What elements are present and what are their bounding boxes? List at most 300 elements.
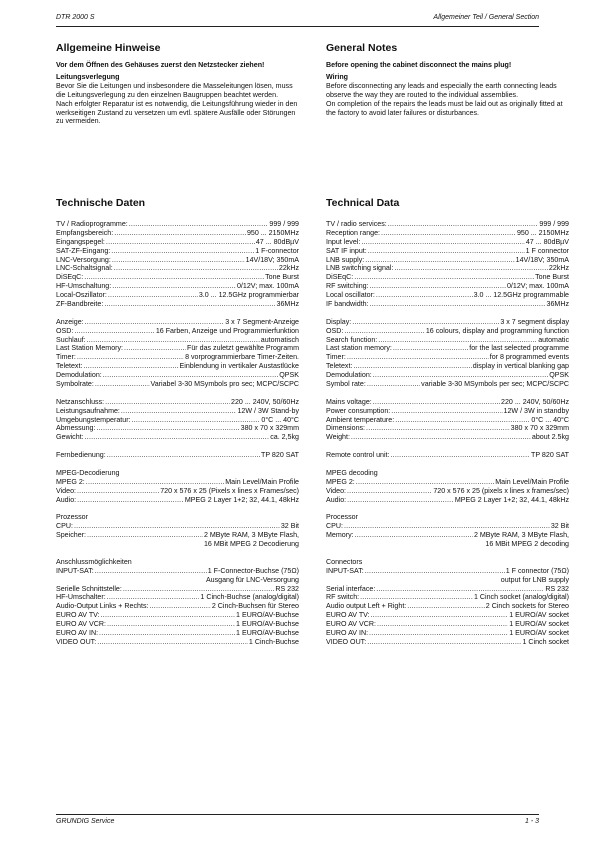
spec-value: 22kHz	[548, 264, 569, 273]
spec-value: 1 EURO/AV-Buchse	[236, 628, 299, 637]
spec-label: Weight:	[326, 433, 350, 442]
spec-label: Audio-Output Links + Rechts:	[56, 602, 149, 611]
spec-value: 14V/18V; 350mA	[245, 255, 299, 264]
spec-group-gap	[56, 460, 299, 469]
spec-label: Local oscillator:	[326, 291, 375, 300]
spec-label: SAT-ZF-Eingang:	[56, 246, 111, 255]
spec-value: 720 x 576 x 25 (pixels x lines x frames/sec)	[433, 486, 569, 495]
spec-value: 2 MByte RAM, 3 MByte Flash,	[203, 531, 299, 540]
spec-row	[56, 344, 299, 353]
dot-leader	[107, 593, 200, 602]
spec-row	[326, 478, 569, 487]
dot-leader	[344, 522, 550, 531]
spec-label: Mains voltage:	[326, 397, 372, 406]
spec-group-gap	[326, 389, 569, 398]
spec-value: RS 232	[275, 584, 299, 593]
spec-row	[326, 380, 569, 389]
spec-row	[56, 407, 299, 416]
spec-row	[326, 229, 569, 238]
spec-row	[56, 611, 299, 620]
spec-value: 16 colours, display and programming function	[425, 326, 569, 335]
spec-row	[56, 362, 299, 371]
dot-leader	[367, 380, 420, 389]
spec-row	[326, 273, 569, 282]
spec-value: 1 Cinch socket (analog/digital)	[473, 593, 569, 602]
spec-row	[56, 451, 299, 460]
spec-value: 1 EURO/AV socket	[509, 628, 569, 637]
dot-leader	[360, 593, 473, 602]
spec-value: 3 x 7 segment display	[500, 317, 569, 326]
dot-leader	[83, 362, 178, 371]
dot-leader	[371, 611, 509, 620]
spec-row	[56, 327, 299, 336]
spec-value: 3.0 ... 12.5GHz programmierbar	[198, 291, 299, 300]
spec-label: IF bandwidth:	[326, 300, 369, 309]
dot-leader	[107, 451, 260, 460]
spec-label: RF switching:	[326, 282, 369, 291]
spec-value: Für das zuletzt gewählte Programm	[187, 344, 299, 353]
spec-value: 0°C ... 40°C	[261, 415, 299, 424]
spec-value: 1 Cinch-Buchse (analog/digital)	[200, 593, 299, 602]
spec-row	[56, 496, 299, 505]
spec-label: Leistungsaufnahme:	[56, 406, 120, 415]
spec-label: Empfangsbereich:	[56, 228, 114, 237]
spec-row	[56, 318, 299, 327]
spec-value: 1 EURO/AV-Buchse	[236, 611, 299, 620]
spec-row	[326, 451, 569, 460]
dot-leader	[111, 247, 254, 256]
spec-value: Main Level/Main Profile	[225, 477, 299, 486]
spec-label: EURO AV TV:	[56, 611, 100, 620]
dot-leader	[85, 433, 270, 442]
spec-value: automatic	[538, 335, 569, 344]
spec-group-gap	[326, 505, 569, 514]
spec-value: 720 x 576 x 25 (Pixels x lines x Frames/sec)	[160, 486, 299, 495]
dot-leader	[103, 371, 279, 380]
spec-row	[56, 567, 299, 576]
spec-label: Netzanschluss:	[56, 397, 105, 406]
spec-value: 16 Farben, Anzeige und Programmierfunktion	[155, 326, 299, 335]
spec-group-gap	[326, 309, 569, 318]
spec-row	[326, 291, 569, 300]
en-wiring-heading: Wiring	[326, 72, 349, 81]
spec-row	[326, 264, 569, 273]
spec-label: Last Station Memory:	[56, 344, 124, 353]
spec-row	[326, 487, 569, 496]
spec-label: Local-Oszillator:	[56, 291, 107, 300]
dot-leader	[390, 451, 530, 460]
spec-value: MPEG 2 Layer 1+2; 32, 44.1, 48kHz	[184, 495, 299, 504]
dot-leader	[394, 264, 547, 273]
spec-row	[56, 585, 299, 594]
spec-value: 16 MBit MPEG 2 Decodierung	[203, 540, 299, 549]
spec-label: Eingangspegel:	[56, 237, 105, 246]
spec-label: DiSEqC:	[326, 273, 354, 282]
spec-value: 380 x 70 x 329mm	[240, 424, 299, 433]
spec-label: MPEG 2:	[56, 477, 85, 486]
dot-leader	[376, 585, 544, 594]
spec-label: LNB switching signal:	[326, 264, 394, 273]
spec-row	[326, 638, 569, 647]
dot-leader	[74, 522, 280, 531]
spec-value: 0°C ... 40°C	[531, 415, 569, 424]
spec-row	[326, 256, 569, 265]
spec-value: Main Level/Main Profile	[495, 477, 569, 486]
spec-label: Ambient temperature:	[326, 415, 395, 424]
spec-value: 1 EURO/AV-Buchse	[236, 620, 299, 629]
spec-label: Video:	[56, 486, 76, 495]
spec-row	[56, 238, 299, 247]
spec-label: HF-Umschalter:	[56, 593, 106, 602]
footer-brand: GRUNDIG Service	[56, 818, 115, 825]
spec-row	[56, 380, 299, 389]
spec-label: Teletext:	[326, 362, 353, 371]
dot-leader	[378, 336, 537, 345]
spec-value: 0/12V; max. 100mA	[236, 282, 299, 291]
spec-value: about 2.5kg	[531, 433, 569, 442]
dot-leader	[84, 273, 264, 282]
spec-row	[56, 264, 299, 273]
header-section: Allgemeiner Teil / General Section	[433, 14, 539, 21]
spec-label: Serial interface:	[326, 584, 376, 593]
spec-row	[326, 576, 569, 585]
dot-leader	[85, 318, 225, 327]
dot-leader	[347, 496, 454, 505]
spec-value: Tone Burst	[265, 273, 299, 282]
spec-label: LNC-Schaltsignal:	[56, 264, 113, 273]
spec-value: 47 ... 80dBµV	[525, 237, 569, 246]
spec-value: 8 vorprogrammierbare Timer-Zeiten.	[185, 353, 299, 362]
dot-leader	[347, 353, 489, 362]
spec-row	[326, 496, 569, 505]
spec-label: Suchlauf:	[56, 335, 86, 344]
spec-value: 220 ... 240V, 50/60Hz	[501, 397, 569, 406]
spec-group-gap	[56, 442, 299, 451]
spec-value: 0/12V; max. 100mA	[506, 282, 569, 291]
dot-leader	[108, 291, 198, 300]
spec-row	[56, 220, 299, 229]
spec-label: Anzeige:	[56, 317, 84, 326]
spec-value: Einblendung in vertikaler Austastlücke	[179, 362, 299, 371]
spec-value: TP 820 SAT	[261, 451, 299, 460]
spec-value: 220 ... 240V, 50/60Hz	[231, 397, 299, 406]
spec-label: CPU:	[326, 522, 343, 531]
spec-row	[326, 629, 569, 638]
spec-label: ZF-Bandbreite:	[56, 300, 104, 309]
spec-value: variable 3-30 MSymbols per sec; MCPC/SCPC	[421, 380, 569, 389]
spec-value: 32 Bit	[550, 522, 569, 531]
dot-leader	[344, 327, 425, 336]
spec-value: MPEG 2 Layer 1+2; 32, 44.1, 48kHz	[454, 495, 569, 504]
spec-section-heading: MPEG decoding	[326, 468, 378, 477]
dot-leader	[104, 300, 275, 309]
dot-leader	[381, 229, 516, 238]
spec-row	[326, 540, 569, 549]
dot-leader	[391, 407, 502, 416]
dot-leader	[132, 416, 261, 425]
spec-row	[56, 300, 299, 309]
page-number: 1 - 3	[524, 818, 539, 825]
spec-row	[56, 273, 299, 282]
dot-leader	[114, 264, 278, 273]
spec-value: for 8 programmed events	[489, 353, 569, 362]
spec-value: 999 / 999	[539, 220, 569, 228]
spec-label: Serielle Schnittstelle:	[56, 584, 122, 593]
spec-group-gap	[56, 389, 299, 398]
spec-row	[326, 371, 569, 380]
en-wiring-text-1: Before disconnecting any leads and especially the earth connecting leads observe the way they are routed to the individual assemblies.	[326, 81, 557, 99]
spec-value: 36MHz	[276, 300, 299, 309]
spec-value: 12W / 3W Stand-by	[237, 406, 299, 415]
spec-value: 2 Cinch-Buchsen für Stereo	[211, 602, 299, 611]
dot-leader	[74, 327, 155, 336]
spec-label: Gewicht:	[56, 433, 84, 442]
dot-leader	[376, 291, 473, 300]
dot-leader	[368, 247, 525, 256]
dot-leader	[129, 220, 269, 229]
spec-label: RF switch:	[326, 593, 360, 602]
spec-section-heading: Processor	[326, 513, 358, 522]
dot-leader	[149, 602, 210, 611]
dot-leader	[123, 585, 274, 594]
footer-rule	[56, 814, 539, 815]
spec-label: Speicher:	[56, 531, 86, 540]
en-notes-warning: Before opening the cabinet disconnect the mains plug!	[326, 61, 512, 69]
spec-value: 1 EURO/AV socket	[509, 611, 569, 620]
spec-row	[326, 531, 569, 540]
spec-label: VIDEO OUT:	[326, 637, 367, 646]
spec-value: 14V/18V; 350mA	[515, 255, 569, 264]
dot-leader	[367, 638, 521, 647]
dot-leader	[373, 398, 500, 407]
spec-value: 950 ... 2150MHz	[516, 228, 569, 237]
spec-label: OSD:	[56, 326, 74, 335]
spec-label: EURO AV VCR:	[326, 620, 376, 629]
spec-label: EURO AV VCR:	[56, 620, 106, 629]
spec-value: QPSK	[549, 371, 569, 380]
dot-leader	[95, 567, 207, 576]
dot-leader	[377, 620, 508, 629]
spec-label: EURO AV IN:	[56, 628, 99, 637]
spec-row	[56, 256, 299, 265]
spec-value: Tone Burst	[535, 273, 569, 282]
spec-label: INPUT-SAT:	[326, 566, 364, 575]
dot-leader	[112, 256, 245, 265]
spec-row	[56, 602, 299, 611]
spec-row	[326, 593, 569, 602]
spec-value: 3 x 7 Segment-Anzeige	[225, 317, 299, 326]
spec-value: 1 F connector	[525, 246, 569, 255]
spec-label: Search function:	[326, 335, 378, 344]
spec-label: OSD:	[326, 326, 344, 335]
spec-row	[56, 629, 299, 638]
spec-row	[56, 336, 299, 345]
dot-leader	[388, 220, 539, 229]
spec-group-gap	[326, 549, 569, 558]
dot-leader	[77, 487, 159, 496]
spec-row	[56, 433, 299, 442]
spec-label: Demodulation:	[326, 371, 372, 380]
de-wiring-heading: Leitungsverlegung	[56, 72, 120, 81]
spec-value: 950 ... 2150MHz	[246, 228, 299, 237]
spec-row	[326, 336, 569, 345]
dot-leader	[395, 416, 530, 425]
dot-leader	[86, 478, 224, 487]
dot-leader	[354, 273, 534, 282]
dot-leader	[352, 318, 499, 327]
spec-value: 999 / 999	[269, 220, 299, 228]
spec-label: Display:	[326, 317, 352, 326]
spec-row	[326, 416, 569, 425]
spec-label: CPU:	[56, 522, 73, 531]
spec-group-gap	[326, 442, 569, 451]
dot-leader	[77, 496, 184, 505]
spec-row	[56, 247, 299, 256]
spec-label: MPEG 2:	[326, 477, 355, 486]
spec-value: 36MHz	[546, 300, 569, 309]
dot-leader	[353, 362, 471, 371]
dot-leader	[112, 282, 236, 291]
en-notes	[326, 42, 569, 117]
spec-row	[326, 433, 569, 442]
header-model: DTR 2000 S	[56, 14, 95, 21]
spec-label: Power consumption:	[326, 406, 391, 415]
dot-leader	[97, 638, 248, 647]
spec-label: Teletext:	[56, 362, 83, 371]
spec-value: 22kHz	[278, 264, 299, 273]
spec-row	[56, 416, 299, 425]
spec-label: Demodulation:	[56, 371, 102, 380]
page-header	[56, 14, 539, 26]
spec-row	[56, 620, 299, 629]
spec-label: TV / Radioprogramme:	[56, 220, 128, 228]
dot-leader	[373, 371, 549, 380]
dot-leader	[366, 424, 510, 433]
de-notes-title: Allgemeine Hinweise	[56, 42, 161, 54]
spec-row	[326, 398, 569, 407]
spec-section-heading: Anschlussmöglichkeiten	[56, 557, 132, 566]
spec-label: EURO AV IN:	[326, 628, 369, 637]
spec-value: 47 ... 80dBµV	[255, 237, 299, 246]
spec-row	[326, 247, 569, 256]
spec-label: LNC-Versorgung:	[56, 255, 111, 264]
en-specs-title: Technical Data	[326, 197, 400, 209]
spec-row	[326, 327, 569, 336]
spec-label: INPUT-SAT:	[56, 566, 94, 575]
spec-value: 16 MBit MPEG 2 decoding	[485, 540, 569, 549]
spec-row	[326, 238, 569, 247]
spec-row	[326, 300, 569, 309]
spec-label: SAT IF input:	[326, 246, 367, 255]
spec-value: 2 MByte RAM, 3 MByte Flash,	[473, 531, 569, 540]
spec-row	[56, 353, 299, 362]
dot-leader	[351, 433, 531, 442]
spec-row	[56, 424, 299, 433]
spec-label: Last station memory:	[326, 344, 392, 353]
spec-label: Audio:	[326, 495, 347, 504]
spec-section-heading: MPEG-Decodierung	[56, 468, 120, 477]
spec-label: Fernbedienung:	[56, 451, 106, 460]
spec-value: display in vertical blanking gap	[472, 362, 569, 371]
spec-row	[326, 585, 569, 594]
spec-label: Audio output Left + Right:	[326, 602, 407, 611]
spec-value: 1 EURO/AV socket	[509, 620, 569, 629]
dot-leader	[77, 353, 184, 362]
spec-row	[56, 478, 299, 487]
spec-label: Symbol rate:	[326, 380, 366, 389]
spec-label: EURO AV TV:	[326, 611, 370, 620]
spec-group-gap	[56, 309, 299, 318]
dot-leader	[96, 424, 239, 433]
spec-row	[56, 371, 299, 380]
spec-label: Timer:	[56, 353, 76, 362]
spec-value: ca. 2,5kg	[270, 433, 299, 442]
header-rule	[56, 26, 539, 27]
spec-row	[326, 611, 569, 620]
spec-label: Umgebungstemperatur:	[56, 415, 131, 424]
dot-leader	[124, 344, 186, 353]
spec-row	[56, 593, 299, 602]
spec-row	[56, 638, 299, 647]
en-specs-table	[326, 220, 569, 647]
spec-value: 380 x 70 x 329mm	[510, 424, 569, 433]
spec-label: Input level:	[326, 237, 361, 246]
spec-label: Audio:	[56, 495, 77, 504]
de-notes-warning: Vor dem Öffnen des Gehäuses zuerst den Netzstecker ziehen!	[56, 61, 265, 69]
spec-value: for the last selected programme	[469, 344, 569, 353]
dot-leader	[355, 531, 473, 540]
spec-row	[56, 398, 299, 407]
spec-row	[326, 318, 569, 327]
spec-value: 3.0 ... 12.5GHz programmable	[473, 291, 569, 300]
en-wiring-text-2: On completion of the repairs the leads must be laid out as originally fitted at the factory to avoid later failures or disturbances.	[326, 99, 563, 117]
en-specs	[326, 197, 569, 647]
spec-row	[326, 362, 569, 371]
spec-group-gap	[326, 460, 569, 469]
spec-value: RS 232	[545, 584, 569, 593]
dot-leader	[356, 478, 494, 487]
spec-row	[56, 291, 299, 300]
spec-row	[56, 282, 299, 291]
dot-leader	[370, 300, 546, 309]
spec-value: Ausgang für LNC-Versorgung	[205, 575, 299, 584]
spec-row	[56, 531, 299, 540]
dot-leader	[107, 620, 235, 629]
dot-leader	[105, 398, 230, 407]
dot-leader	[95, 380, 150, 389]
spec-row	[326, 567, 569, 576]
dot-leader	[361, 238, 525, 247]
de-specs	[56, 197, 299, 647]
spec-row	[326, 522, 569, 531]
spec-value: 2 Cinch sockets for Stereo	[485, 602, 569, 611]
spec-label: Remote control unit:	[326, 451, 390, 460]
spec-group-gap	[56, 549, 299, 558]
spec-label: DiSEqC:	[56, 273, 84, 282]
dot-leader	[99, 629, 235, 638]
spec-label: Video:	[326, 486, 346, 495]
en-notes-title: General Notes	[326, 42, 398, 54]
spec-label: HF-Umschaltung:	[56, 282, 112, 291]
spec-row	[326, 353, 569, 362]
spec-section-heading: Prozessor	[56, 513, 88, 522]
dot-leader	[407, 602, 485, 611]
dot-leader	[365, 567, 505, 576]
dot-leader	[121, 407, 237, 416]
page-footer	[56, 818, 539, 830]
dot-leader	[393, 344, 468, 353]
spec-label: Reception range:	[326, 228, 381, 237]
